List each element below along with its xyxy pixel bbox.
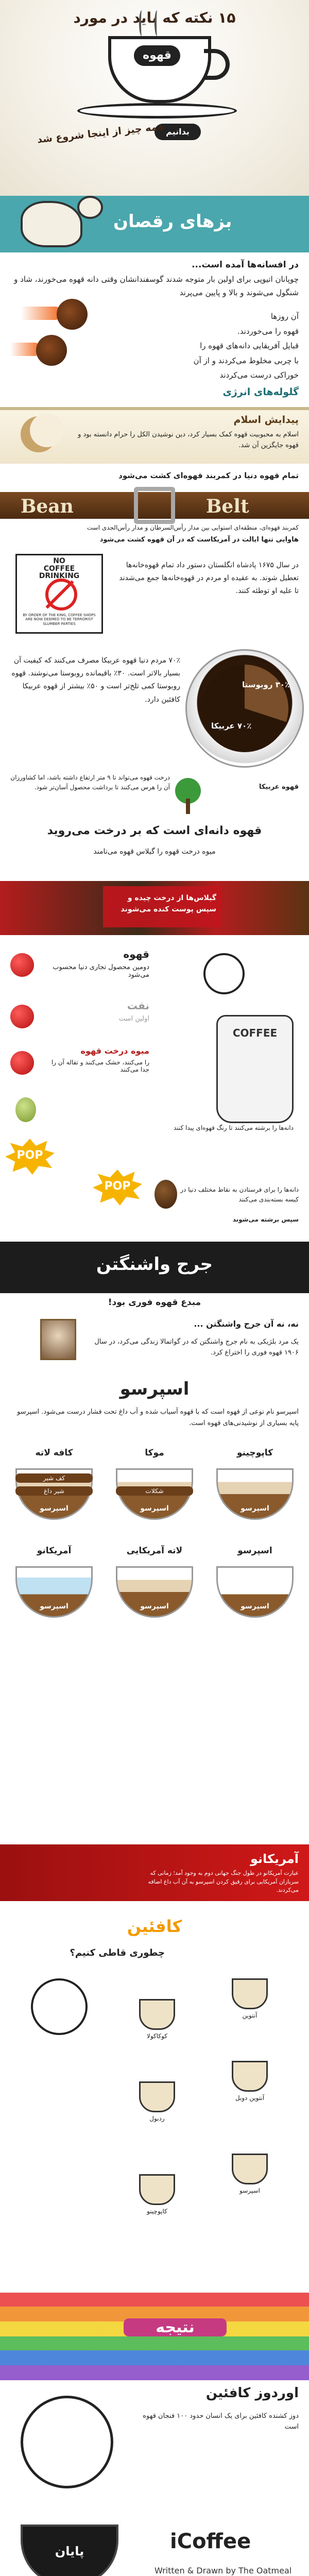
espresso-section bbox=[0, 1370, 309, 1844]
drink-name: آمریکانو bbox=[37, 1546, 72, 1556]
goats-intro: در افسانه‌ها آمده است... bbox=[192, 260, 299, 270]
overdose-title: اوردوز کافئین bbox=[205, 2385, 299, 2401]
goats-fact: با چربی مخلوط می‌کردند و از آن bbox=[193, 355, 299, 365]
caffeine-section bbox=[0, 1844, 309, 2282]
drink-base: اسپرسو bbox=[140, 1602, 169, 1611]
conclusion-section bbox=[0, 2282, 309, 2576]
altitude-text: درخت قهوه می‌تواند تا ۹ متر ارتفاع داشته باشد، اما کشاورزان آن را هرس می‌کنند تا برداشت محصول آسان‌تر شود. bbox=[10, 774, 170, 791]
belt-heading: تمام قهوه دنیا در کمربند قهوه‌ای کشت می‌شود bbox=[118, 471, 299, 480]
belt-hawaii: هاوایی تنها ایالت در آمریکاست که در آن قهوه کشت می‌شود bbox=[99, 536, 299, 544]
caffeine-title: کافئین bbox=[127, 1917, 182, 1936]
caffeine-item: کاپوچینو bbox=[147, 2208, 167, 2215]
drink-base: اسپرسو bbox=[40, 1504, 68, 1513]
oatmeal-character-icon bbox=[203, 953, 245, 994]
drink-name: اسپرسو bbox=[237, 1546, 272, 1556]
islam-title: پیدایش اسلام bbox=[233, 414, 299, 426]
cup-label: قهوه bbox=[134, 45, 180, 66]
washington-title: جرج واشنگتن bbox=[96, 1254, 213, 1275]
step1-text: دومین محصول تجاری دنیا محسوب می‌شود bbox=[53, 963, 149, 979]
drink-name: کافه لاته bbox=[35, 1448, 73, 1458]
sign-fine-print: BY ORDER OF THE KING, COFFEE SHOPS ARE NOW DEEMED TO BE TERRORIST SLUMBER PARTIES bbox=[23, 613, 96, 626]
step3-text: را می‌کنند، خشک می‌کنند و تفاله آن را جدا می‌کنند bbox=[51, 1059, 149, 1073]
cup-handle-icon bbox=[204, 49, 230, 80]
sack-label: COFFEE bbox=[232, 1027, 278, 1039]
goats-fact: خوراکی درست می‌کردند bbox=[219, 370, 299, 380]
goat-head-icon bbox=[77, 196, 103, 219]
consumption-pie bbox=[201, 665, 288, 752]
layer-tag: شیر داغ bbox=[15, 1486, 93, 1496]
tree-trunk-icon bbox=[186, 799, 190, 814]
belt-word-bean: Bean bbox=[21, 496, 74, 517]
caffeine-cup-icon bbox=[232, 2154, 268, 2184]
pop-label: POP bbox=[104, 1180, 131, 1193]
crescent-cut bbox=[30, 413, 64, 447]
layer-tag: کف شیر bbox=[15, 1473, 93, 1483]
oatmeal-face-icon bbox=[31, 1978, 88, 2035]
grows-caption: میوه درخت قهوه را گیلاس قهوه می‌نامند bbox=[93, 848, 216, 856]
grows-title: قهوه دانه‌ای است که بر درخت می‌روید bbox=[47, 824, 262, 837]
robusta-label: ۳۰٪ روبوستا bbox=[242, 680, 290, 689]
goat-icon bbox=[21, 201, 82, 247]
cherry-section bbox=[0, 881, 309, 1242]
caffeine-item: اسپرسو bbox=[239, 2187, 260, 2194]
caffeine-question: چطوری قاطی کنیم؟ bbox=[70, 1947, 165, 1958]
cherry-icon bbox=[10, 953, 34, 977]
goats-banner bbox=[0, 196, 309, 252]
goats-fact: قهوه را می‌خوردند. bbox=[237, 326, 299, 336]
happy-face-icon bbox=[21, 2396, 113, 2488]
export-text: دانه‌ها را برای فرستادن به نقاط مختلف دنیا در کیسه بسته‌بندی می‌کنند bbox=[180, 1186, 299, 1204]
sign-line: COFFEE bbox=[43, 565, 75, 573]
sign-line: NO bbox=[53, 557, 65, 565]
overdose-note: دوز کشنده کافئین برای یک انسان حدود ۱۰۰ فنجان قهوه است bbox=[143, 2412, 299, 2431]
steam-icon bbox=[139, 10, 144, 36]
bean-belt-section bbox=[0, 464, 309, 634]
energy-label: گلوله‌های انرژی bbox=[222, 386, 299, 398]
washington-banner bbox=[0, 1242, 309, 1293]
washington-note: نه، نه آن جرج واشنگتن ... bbox=[194, 1319, 299, 1329]
grows-section bbox=[0, 819, 309, 881]
caffeine-cup-icon bbox=[232, 1978, 268, 2009]
step3-title: میوه درخت قهوه bbox=[80, 1046, 149, 1056]
steam-icon bbox=[154, 10, 160, 36]
energy-ball-icon bbox=[36, 335, 67, 366]
end-label: پایان bbox=[55, 2544, 84, 2558]
goats-section bbox=[0, 196, 309, 407]
washington-section bbox=[0, 1242, 309, 1370]
step1-title: قهوه bbox=[123, 948, 149, 960]
americano-title: آمریکانو bbox=[250, 1852, 299, 1866]
goats-fact: قبایل آفریقایی دانه‌های قهوه را bbox=[200, 341, 299, 350]
pop-label: POP bbox=[16, 1149, 43, 1162]
coffee-sack-icon bbox=[216, 1015, 294, 1123]
sign-line: DRINKING bbox=[39, 572, 80, 580]
saucer-icon bbox=[77, 103, 237, 118]
arabica-label: ۷۰٪ عربیکا bbox=[211, 721, 252, 731]
caffeine-item: آنتوین bbox=[242, 2012, 258, 2019]
belt-buckle-icon bbox=[134, 487, 175, 524]
drink-base: اسپرسو bbox=[140, 1504, 169, 1513]
americano-banner bbox=[0, 1844, 309, 1901]
belt-word-belt: Belt bbox=[206, 496, 249, 517]
americano-text: عبارت آمریکانو در طول جنگ جهانی دوم به وجود آمد؛ زمانی که سربازان آمریکایی برای رقیق کردن اسپرسو به آن آب داغ اضافه می‌کردند. bbox=[148, 1870, 299, 1893]
end-cup-icon bbox=[21, 2524, 118, 2576]
arabica-note: قهوه عربیکا bbox=[259, 783, 299, 791]
belt-caption: کمربند قهوه‌ای، منطقه‌ای استوایی بین مدار رأس‌السرطان و مدار رأس‌الجدی است bbox=[87, 524, 299, 531]
roast-hint: سپس برشته می‌شوند bbox=[232, 1216, 299, 1223]
goats-legend: چوپانان اتیوپی برای اولین بار متوجه شدند گوسفندانشان وقتی دانه قهوه می‌خورند، شاد و شنگول می‌شوند و بالا و پایین می‌پرند bbox=[14, 275, 299, 297]
energy-ball-icon bbox=[57, 299, 88, 330]
no-coffee-sign bbox=[15, 554, 103, 634]
hero-scrawl: همه چیز از اینجا شروع شد bbox=[37, 121, 165, 146]
caffeine-cup-icon bbox=[139, 2174, 175, 2205]
cherry-banner-text: گیلاس‌ها از درخت چیده و سپس پوست کنده می‌شوند bbox=[121, 894, 216, 914]
roasted-bean-icon bbox=[154, 1180, 177, 1209]
roast-text: دانه‌ها را برشته می‌کنند تا رنگ قهوه‌ای پیدا کنند bbox=[173, 1124, 294, 1131]
sign-text: در سال ۱۶۷۵ پادشاه انگلستان دستور داد تمام قهوه‌خانه‌ها تعطیل شوند. به عقیده او مردم در قهوه‌خانه‌ها جمع می‌شدند تا علیه او توطئه کنند. bbox=[119, 561, 299, 596]
hero-section bbox=[0, 0, 309, 196]
caffeine-item: ردبول bbox=[149, 2115, 165, 2122]
drink-name: کاپوچینو bbox=[236, 1448, 273, 1458]
hero-title: ۱۵ نکته که باید در مورد bbox=[73, 9, 236, 26]
rainbow-graphic bbox=[0, 2293, 309, 2380]
washington-portrait bbox=[40, 1319, 76, 1360]
know-label: بدانیم bbox=[154, 124, 201, 140]
islam-text: اسلام به محبوبیت قهوه کمک بسیار کرد، دین نوشیدن الکل را حرام دانسته بود و قهوه جایگزین آن شد. bbox=[78, 431, 299, 449]
espresso-intro: اسپرسو نام نوعی از قهوه است که با قهوه آسیاب شده و آب داغ تحت فشار درست می‌شود. اسپرسو پایه بسیاری از نوشیدنی‌های قهوه است. bbox=[16, 1408, 299, 1428]
washington-text: یک مرد بلژیکی به نام جرج واشنگتن که در گواتمالا زندگی می‌کرد، در سال ۱۹۰۶ قهوه فوری را اختراع کرد. bbox=[94, 1338, 299, 1357]
caffeine-item: کوکاکولا bbox=[146, 2032, 168, 2040]
credit-line: Written & Drawn by The Oatmeal bbox=[154, 2566, 292, 2575]
drink-name: لاته آمریکایی bbox=[126, 1546, 183, 1556]
icoffee-logo: iCoffee bbox=[170, 2530, 251, 2553]
drink-base: اسپرسو bbox=[40, 1602, 68, 1611]
consumption-section bbox=[0, 634, 309, 819]
drink-name: موکا bbox=[145, 1448, 164, 1458]
caffeine-item: آنتوین دوبل bbox=[235, 2094, 265, 2102]
drink-base: اسپرسو bbox=[241, 1602, 269, 1611]
green-bean-icon bbox=[15, 1097, 36, 1122]
espresso-title: اسپرسو bbox=[119, 1379, 190, 1399]
islam-section bbox=[0, 407, 309, 464]
goats-fact: آن روزها bbox=[270, 312, 299, 321]
conclusion-title: نتیجه bbox=[124, 2318, 227, 2336]
layer-tag: شکلات bbox=[116, 1486, 193, 1496]
cherry-icon bbox=[10, 1005, 34, 1028]
goats-title: بزهای رقصان bbox=[113, 211, 232, 232]
washington-subtitle: مبدع قهوه فوری بود! bbox=[108, 1297, 201, 1308]
caffeine-cup-icon bbox=[139, 1999, 175, 2030]
consumption-text: ۷۰٪ مردم دنیا قهوه عربیکا مصرف می‌کنند که کیفیت آن بسیار بالاتر است. ۳۰٪ باقیمانده روبوستا می‌نوشند. قهوه روبوستا کمی تلخ‌تر است و ۵۰٪ بیشتر از قهوه عربیکا کافئین دارد. bbox=[11, 656, 180, 704]
caffeine-cup-icon bbox=[139, 2081, 175, 2112]
drink-base: اسپرسو bbox=[241, 1504, 269, 1513]
cherry-icon bbox=[10, 1051, 34, 1075]
step2-title: نفت bbox=[127, 999, 149, 1012]
goats-facts bbox=[103, 309, 299, 383]
flame-icon bbox=[21, 307, 62, 320]
caffeine-cup-icon bbox=[232, 2061, 268, 2092]
step2-text: اولین است bbox=[118, 1015, 149, 1023]
